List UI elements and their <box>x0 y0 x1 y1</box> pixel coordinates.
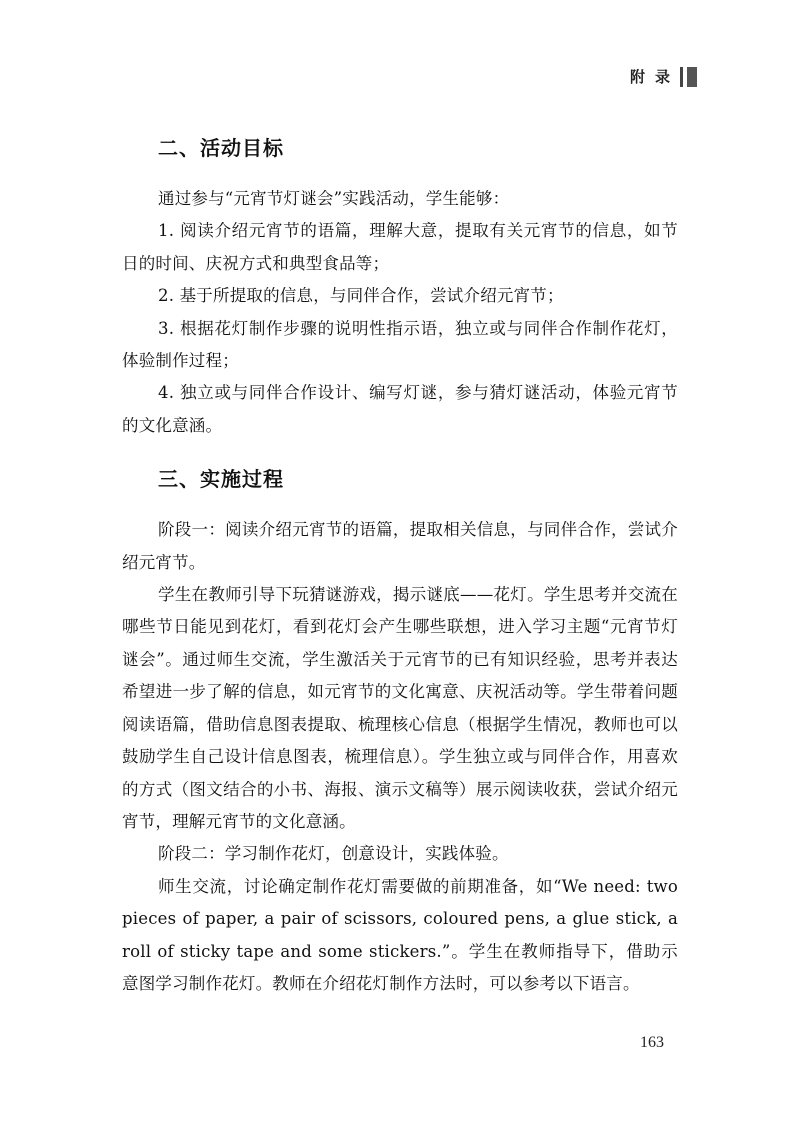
stage-one-description: 学生在教师引导下玩猜谜游戏，揭示谜底——花灯。学生思考并交流在哪些节日能见到花灯，看到花灯会产生哪些联想，进入学习主题“元宵节灯谜会”。通过师生交流，学生激活关于元宵节的已有知识经验，思考并表达希望进一步了解的信息，如元宵节的文化寓意、庆祝活动等。学生带着问题阅读语篇，借助信息图表提取、梳理核心信息（根据学生情况，教师也可以鼓励学生自己设计信息图表，梳理信息）。学生独立或与同伴合作，用喜欢的方式（图文结合的小书、海报、演示文稿等）展示阅读收获，尝试介绍元宵节，理解元宵节的文化意涵。 <box>122 585 678 831</box>
running-head-text: 附录 <box>629 68 680 86</box>
section-heading-process: 三、实施过程 <box>158 467 284 492</box>
objective-item-2: 2. 基于所提取的信息，与同伴合作，尝试介绍元宵节； <box>158 286 564 306</box>
page-body <box>122 128 678 1000</box>
stage-two-title: 阶段二：学习制作花灯，创意设计，实践体验。 <box>158 844 509 864</box>
running-head <box>630 66 697 87</box>
stage-two-description: 师生交流，讨论确定制作花灯需要做的前期准备，如“We need: two pieces of paper, a pair of scissors, coloured pens, a glue stick, a roll of sticky tape and some stickers.”。学生在教师指导下，借助示意图学习制作花灯。教师在介绍花灯制作方法时，可以参考以下语言。 <box>122 876 678 993</box>
running-head-thin-bar <box>680 67 683 87</box>
objective-item-1: 1. 阅读介绍元宵节的语篇，理解大意，提取有关元宵节的信息，如节日的时间、庆祝方式和典型食品等； <box>122 221 678 273</box>
running-head-marker-icon <box>680 67 697 87</box>
stage-one-title: 阶段一：阅读介绍元宵节的语篇，提取相关信息，与同伴合作，尝试介绍元宵节。 <box>122 520 678 572</box>
objective-item-4: 4. 独立或与同伴合作设计、编写灯谜，参与猜灯谜活动，体验元宵节的文化意涵。 <box>122 383 678 435</box>
page-number: 163 <box>640 1034 664 1051</box>
objective-item-3: 3. 根据花灯制作步骤的说明性指示语，独立或与同伴合作制作花灯，体验制作过程； <box>122 318 678 371</box>
objectives-intro: 通过参与“元宵节灯谜会”实践活动，学生能够： <box>158 189 510 208</box>
running-head-thick-bar <box>687 67 697 87</box>
section-heading-objectives: 二、活动目标 <box>158 136 284 160</box>
